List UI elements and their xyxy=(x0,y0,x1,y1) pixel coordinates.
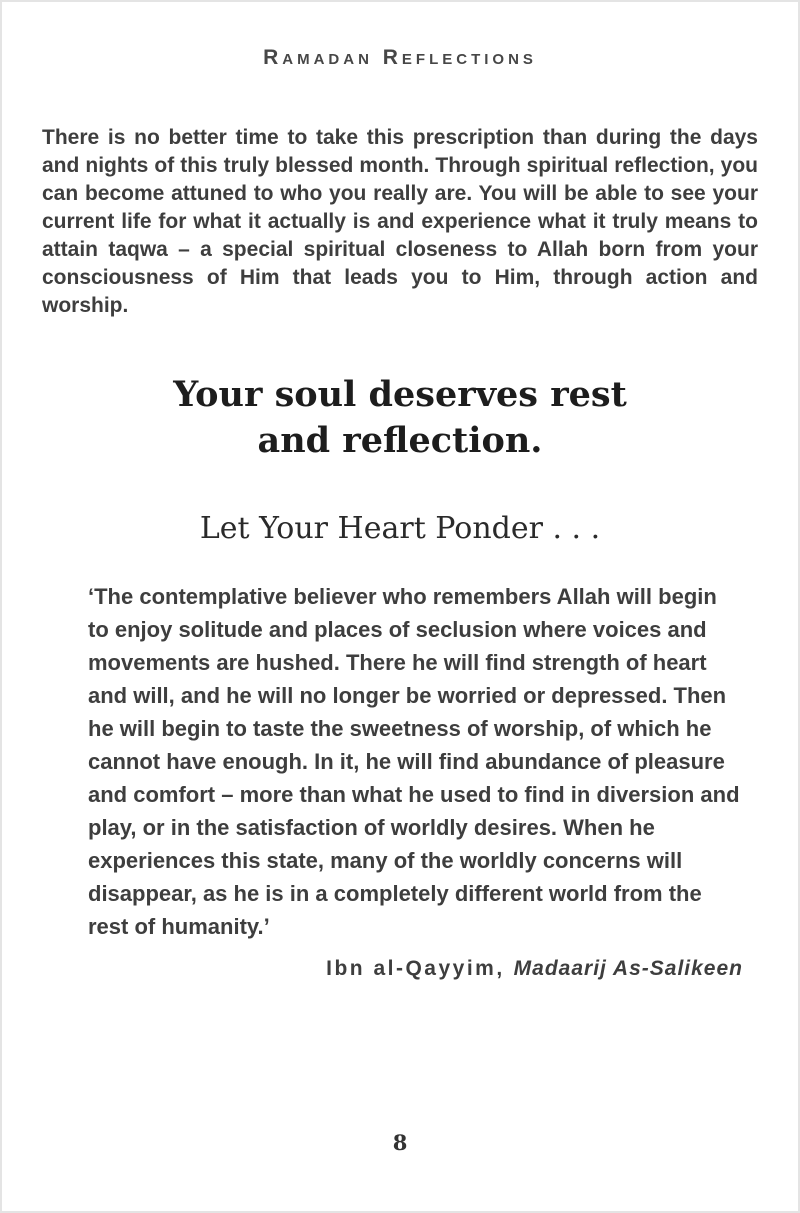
attribution-work: Madaarij As-Salikeen xyxy=(513,957,743,980)
attribution-author: Ibn al-Qayyim, xyxy=(326,957,505,980)
section-heading: Let Your Heart Ponder . . . xyxy=(199,511,601,546)
running-head: Ramadan Reflections xyxy=(263,46,537,69)
quote-paragraph: ‘The contemplative believer who remembers Allah will begin to enjoy solitude and places of seclusion where voices and movements are hushed. There he will find strength of heart and will, and he will no longer be worried or depressed. Then he will begin to taste the sweetness of worship, of which he cannot have enough. In it, he will find abundance of pleasure and comfort – more than what he used to find in diversion and play, or in the satisfaction of worldly desires. When he experiences this state, many of the worldly concerns will disappear, as he is in a completely different world from the rest of humanity.’ xyxy=(88,584,740,939)
intro-paragraph: There is no better time to take this prescription than during the days and nights of this truly blessed month. Through spiritual reflection, you can become attuned to who you really are. You will be able to see your current life for what it actually is and experience what it truly means to attain taqwa – a special spiritual closeness to Allah born from your consciousness of Him that leads you to Him, through action and worship. xyxy=(42,126,758,317)
pull-quote xyxy=(2,372,798,464)
page-number: 8 xyxy=(392,1130,408,1155)
pull-quote-line-1: Your soul deserves rest xyxy=(173,374,627,415)
attribution xyxy=(2,957,798,981)
pull-quote-line-2: and reflection. xyxy=(257,420,543,461)
